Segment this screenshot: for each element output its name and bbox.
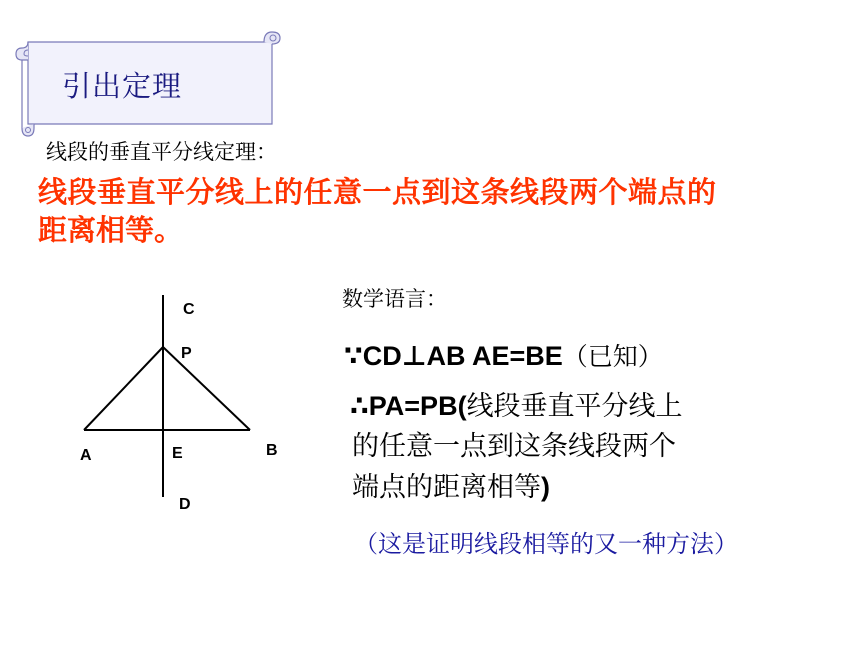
- conclusion-line-2: 的任意一点到这条线段两个: [352, 431, 676, 461]
- method-note: （这是证明线段相等的又一种方法）: [354, 530, 738, 558]
- label-e: E: [172, 445, 183, 462]
- label-d: D: [179, 496, 191, 513]
- banner-title: 引出定理: [62, 69, 183, 103]
- conclusion-line-1: [350, 384, 683, 423]
- label-c: C: [183, 301, 195, 318]
- conclusion-formula: ∴PA=PB(: [350, 391, 467, 421]
- theorem-statement-line-2: 距离相等。: [38, 213, 184, 247]
- conclusion-reason-part-3: 端点的距离相等: [352, 472, 541, 502]
- given-text: ∵CD⊥AB AE=BE: [344, 341, 563, 371]
- conclusion-line-3: [352, 465, 550, 504]
- segment-pa: [84, 347, 163, 430]
- label-p: P: [181, 345, 192, 362]
- given-note: （已知）: [562, 343, 663, 371]
- theorem-heading: 线段的垂直平分线定理：: [46, 140, 277, 164]
- label-b: B: [266, 442, 278, 459]
- segment-pb: [163, 347, 250, 430]
- theorem-statement-line-1: 线段垂直平分线上的任意一点到这条线段两个端点的: [38, 175, 717, 209]
- math-language-heading: 数学语言：: [342, 287, 447, 311]
- given-statement: [344, 337, 663, 373]
- label-a: A: [80, 447, 92, 464]
- conclusion-reason-part-1: 线段垂直平分线上: [466, 391, 683, 421]
- conclusion-close-paren: ): [541, 472, 550, 502]
